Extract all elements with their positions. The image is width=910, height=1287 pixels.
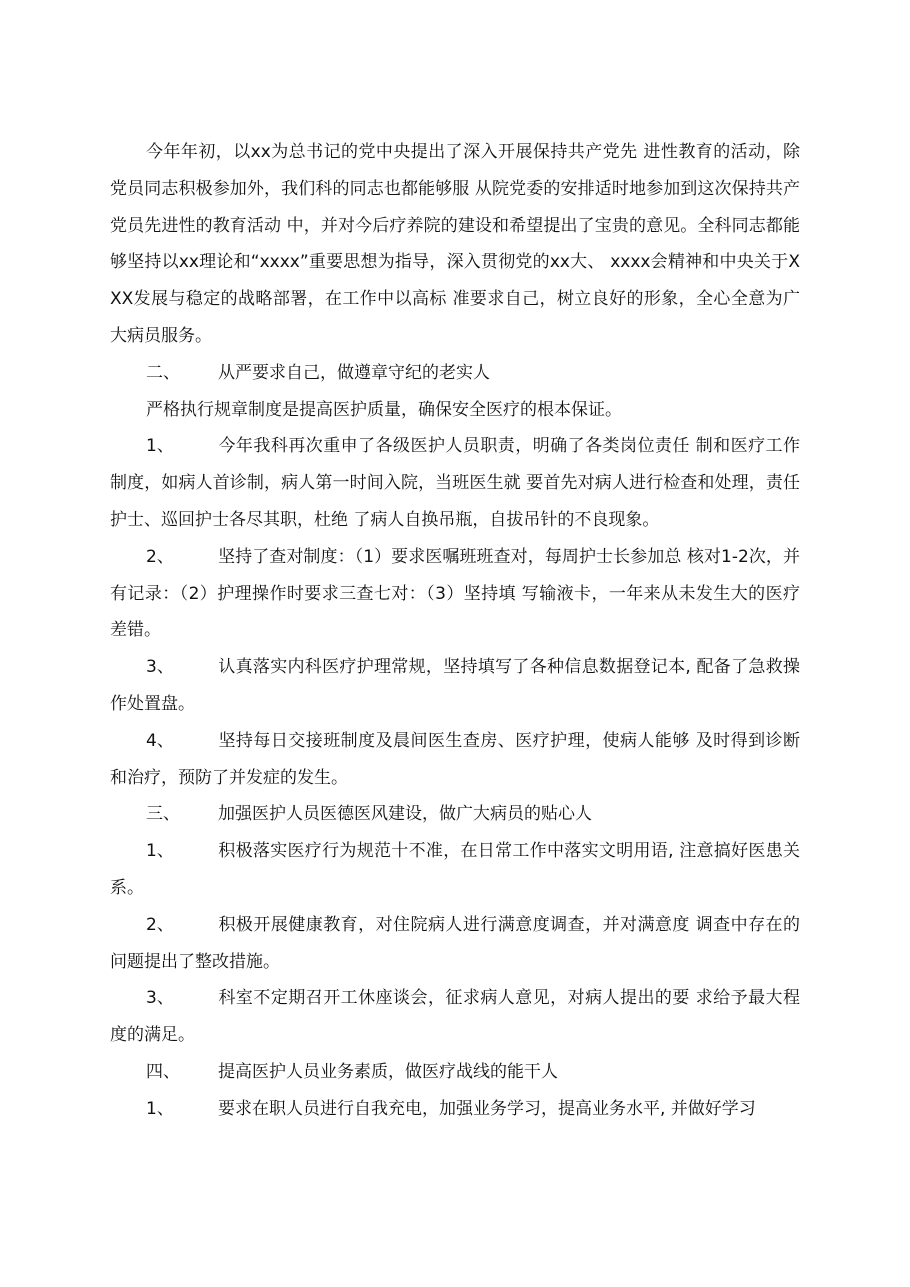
paragraph-text: 严格执行规章制度是提高医护质量，确保安全医疗的根本保证。 (146, 399, 622, 420)
section-heading-4 (110, 1054, 800, 1091)
section-heading-2 (110, 355, 800, 392)
item-number: 1、 (146, 1098, 174, 1119)
item-number: 4、 (146, 730, 174, 751)
item-text: 坚持了查对制度：（1）要求医嘱班班查对，每周护士长参加总 核对1-2次，并有记录：（2）护理操作时要求三查七对：（3）坚持填 写输液卡，一年来从未发生大的医疗差错。 (110, 546, 800, 641)
list-item (110, 649, 800, 723)
list-item (110, 907, 800, 981)
item-text: 科室不定期召开工休座谈会，征求病人意见，对病人提出的要 求给予最大程度的满足。 (110, 988, 800, 1046)
item-text: 认真落实内科医疗护理常规，坚持填写了各种信息数据登记本, 配备了急救操作处置盘。 (110, 657, 800, 714)
item-number: 1、 (146, 436, 174, 457)
item-text: 要求在职人员进行自我充电，加强业务学习，提高业务水平, 并做好学习 (218, 1098, 756, 1119)
item-text: 积极开展健康教育，对住院病人进行满意度调查，并对满意度 调查中存在的问题提出了整改措施。 (110, 914, 800, 972)
item-number: 1、 (146, 841, 174, 862)
paragraph-intro (110, 134, 800, 355)
item-text: 积极落实医疗行为规范十不准，在日常工作中落实文明用语, 注意搞好医患关系。 (110, 841, 800, 898)
section-number: 二、 (146, 362, 180, 383)
list-item (110, 1091, 800, 1128)
list-item (110, 428, 800, 538)
item-text: 坚持每日交接班制度及晨间医生查房、医疗护理，使病人能够 及时得到诊断和治疗，预防了并发症的发生。 (110, 730, 800, 788)
section-title: 加强医护人员医德医风建设，做广大病员的贴心人 (218, 804, 592, 825)
item-number: 2、 (146, 546, 174, 567)
section-heading-3 (110, 796, 800, 833)
list-item (110, 539, 800, 649)
list-item (110, 723, 800, 797)
item-text: 今年我科再次重申了各级医护人员职责，明确了各类岗位责任 制和医疗工作制度，如病人首诊制，病人第一时间入院，当班医生就 要首先对病人进行检查和处理，责任护士、巡回护士各尽其职，杜绝 了病人自换吊瓶，自拔吊针的不良现象。 (110, 436, 800, 530)
section-number: 四、 (146, 1061, 180, 1082)
paragraph (110, 392, 800, 429)
section-title: 提高医护人员业务素质，做医疗战线的能干人 (218, 1061, 558, 1082)
document-body (110, 134, 800, 1128)
item-number: 3、 (146, 657, 174, 678)
paragraph-text: 今年年初，以xx为总书记的党中央提出了深入开展保持共产党先 进性教育的活动，除党员同志积极参加外，我们科的同志也都能够服 从院党委的安排适时地参加到这次保持共产党员先进性的教育活动 中，并对今后疗养院的建设和希望提出了宝贵的意见。全科同志都能 够坚持以xx理论和“xxxx”重要思想为指导，深入贯彻党的xx大、 xxxx会精神和中央关于XXX发展与稳定的战略部署，在工作中以高标 准要求自己，树立良好的形象，全心全意为广大病员服务。 (110, 142, 800, 346)
item-number: 2、 (146, 914, 174, 935)
item-number: 3、 (146, 988, 174, 1009)
list-item (110, 833, 800, 907)
list-item (110, 980, 800, 1054)
section-number: 三、 (146, 804, 180, 825)
section-title: 从严要求自己，做遵章守纪的老实人 (218, 362, 490, 383)
